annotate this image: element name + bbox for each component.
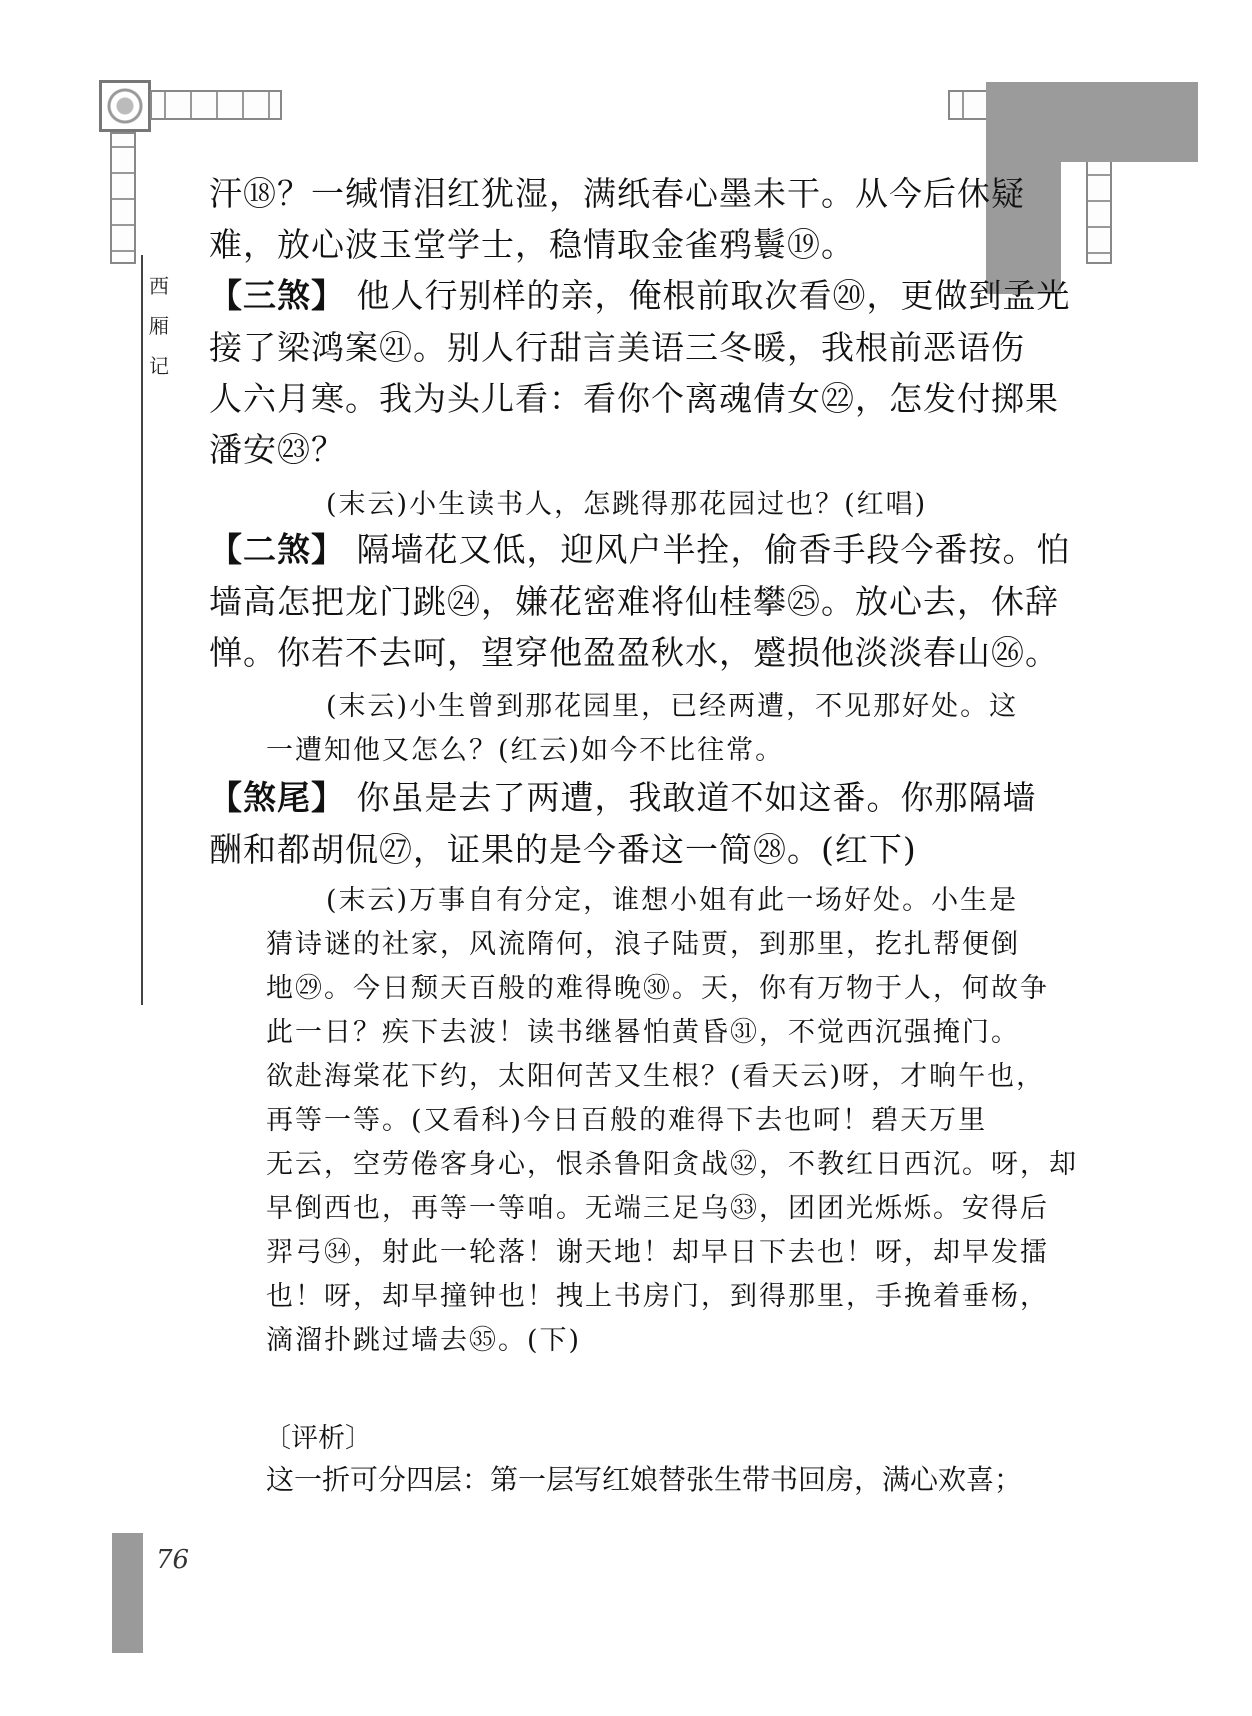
- text-line-11: 酬和都胡侃㉗，证果的是今番这一简㉘。(红下): [209, 830, 917, 869]
- text-line-5: 人六月寒。我为头儿看：看你个离魂倩女㉒，怎发付掷果: [209, 379, 1059, 418]
- song-label-ersha: 【二煞】: [209, 530, 345, 569]
- margin-rule: [141, 255, 143, 1005]
- page-number: 76: [156, 1545, 190, 1575]
- stage-line-6: 地㉙。今日颓天百般的难得晚㉚。天，你有万物于人，何故争: [266, 973, 1049, 1004]
- page-number-tab: [112, 1533, 143, 1653]
- stage-line-1: (末云)小生读书人，怎跳得那花园过也？(红唱): [326, 489, 928, 520]
- stage-line-10: 无云，空劳倦客身心，恨杀鲁阳贪战㉜，不教红日西沉。呀，却: [266, 1149, 1078, 1180]
- stage-line-5: 猜诗谜的社家，风流隋何，浪子陆贾，到那里，扢扎帮便倒: [266, 929, 1020, 960]
- stage-line-7: 此一日？疾下去波！读书继晷怕黄昏㉛，不觉西沉强掩门。: [266, 1017, 1020, 1048]
- ornament-border-right: [1086, 160, 1112, 264]
- song-label-sansha: 【三煞】: [209, 276, 345, 315]
- text-line-2: 难，放心波玉堂学士，稳情取金雀鸦鬟⑲。: [209, 225, 855, 264]
- text-line-6: 潘安㉓？: [209, 430, 345, 469]
- text-line-7: [209, 524, 1071, 571]
- stage-line-11: 早倒西也，再等一等咱。无端三足乌㉝，团团光烁烁。安得后: [266, 1193, 1049, 1224]
- song-text: 他人行别样的亲，俺根前取次看⑳，更做到孟光: [345, 276, 1071, 315]
- song-label-shawei: 【煞尾】: [209, 778, 345, 817]
- stage-line-2: (末云)小生曾到那花园里，已经两遭，不见那好处。这: [326, 691, 1019, 722]
- text-line-8: 墙高怎把龙门跳㉔，嫌花密难将仙桂攀㉕。放心去，休辞: [209, 582, 1059, 621]
- stage-line-13: 也！呀，却早撞钟也！拽上书房门，到得那里，手挽着垂杨，: [266, 1281, 1049, 1312]
- ornament-border-left: [110, 132, 136, 264]
- stage-line-3: 一遭知他又怎么？(红云)如今不比往常。: [266, 735, 785, 766]
- text-line-10: [209, 772, 1037, 819]
- analysis-text: 这一折可分四层：第一层写红娘替张生带书回房，满心欢喜；: [266, 1463, 1023, 1496]
- running-head: 西 厢 记: [149, 274, 169, 378]
- stage-line-4: (末云)万事自有分定，谁想小姐有此一场好处。小生是: [326, 885, 1019, 916]
- stage-line-12: 羿弓㉞，射此一轮落！谢天地！却早日下去也！呀，却早发擂: [266, 1237, 1049, 1268]
- stage-line-8: 欲赴海棠花下约，太阳何苦又生根？(看天云)呀，才晌午也，: [266, 1061, 1046, 1092]
- song-text: 你虽是去了两遭，我敢道不如这番。你那隔墙: [345, 778, 1037, 817]
- text-line-3: [209, 270, 1071, 317]
- text-line-4: 接了梁鸿案㉑。别人行甜言美语三冬暖，我根前恶语伤: [209, 328, 1025, 367]
- stage-line-9: 再等一等。(又看科)今日百般的难得下去也呵！碧天万里: [266, 1105, 988, 1136]
- text-line-9: 惮。你若不去呵，望穿他盈盈秋水，蹙损他淡淡春山㉖。: [209, 633, 1059, 672]
- ornament-border-top-left: [150, 90, 282, 120]
- ornament-corner-top-left: [99, 80, 151, 132]
- song-text: 隔墙花又低，迎风户半拴，偷香手段今番按。怕: [345, 530, 1071, 569]
- text-line-1: 汗⑱？一缄情泪红犹湿，满纸春心墨未干。从今后休疑: [209, 174, 1025, 213]
- stage-line-14: 滴溜扑跳过墙去㉟。(下): [266, 1325, 582, 1356]
- analysis-heading: 〔评析〕: [264, 1423, 372, 1454]
